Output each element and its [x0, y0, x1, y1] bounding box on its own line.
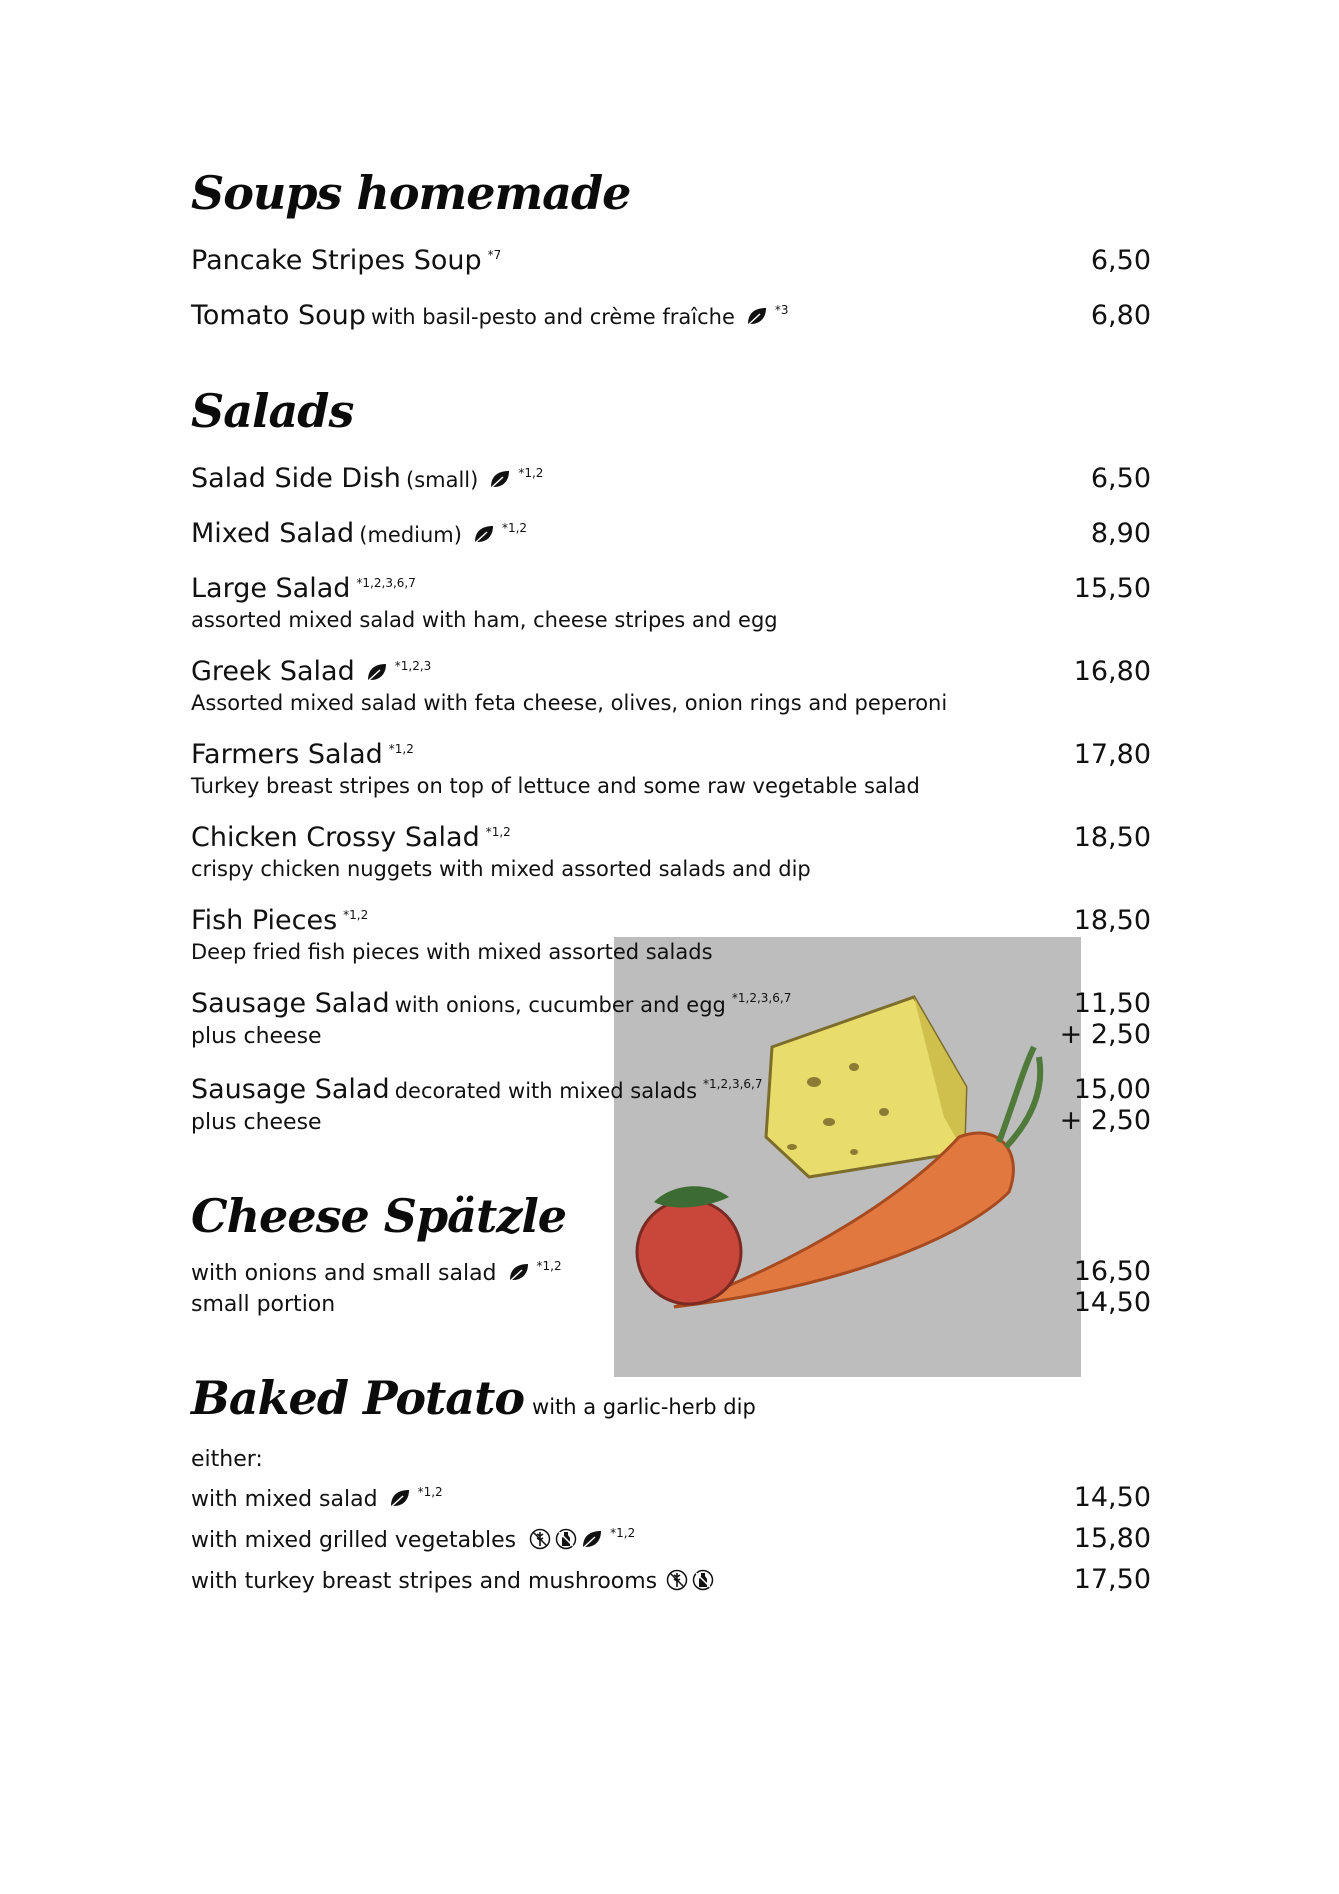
- section-title-potato: [191, 1370, 1151, 1435]
- allergen-codes: *1,2,3,6,7: [356, 576, 416, 590]
- item-price: 14,50: [1073, 1287, 1151, 1318]
- leaf-icon: [580, 1528, 604, 1550]
- allergen-codes: *1,2: [610, 1526, 636, 1540]
- menu-item: [191, 822, 1151, 881]
- item-name: Sausage Salad: [191, 988, 390, 1019]
- item-description: Deep fried fish pieces with mixed assorted salads: [191, 940, 713, 964]
- wheat-crossed-icon: [528, 1528, 552, 1550]
- menu-item: [191, 1482, 1151, 1513]
- item-name: Sausage Salad: [191, 1074, 390, 1105]
- menu-content: [191, 165, 1151, 1595]
- menu-item: [191, 573, 1151, 632]
- item-price: 17,80: [1073, 739, 1151, 770]
- leaf-icon: [745, 305, 769, 327]
- item-price: 18,50: [1073, 822, 1151, 853]
- item-name: Fish Pieces: [191, 905, 338, 936]
- allergen-codes: *1,2: [518, 466, 544, 480]
- allergen-codes: *1,2,3: [394, 659, 432, 673]
- allergen-codes: *1,2: [388, 742, 414, 756]
- item-description: Turkey breast stripes on top of lettuce and some raw vegetable salad: [191, 774, 920, 798]
- extra-price: + 2,50: [1059, 1019, 1151, 1050]
- item-price: 15,80: [1073, 1523, 1151, 1554]
- item-note: with basil-pesto and crème fraîche: [370, 305, 735, 329]
- menu-item: [191, 739, 1151, 798]
- leaf-icon: [507, 1261, 531, 1283]
- section-title-text: Baked Potato: [191, 1371, 525, 1425]
- allergen-codes: *1,2: [485, 825, 511, 839]
- item-name: Tomato Soup: [191, 300, 366, 331]
- menu-item: [191, 656, 1151, 715]
- wheat-crossed-icon: [665, 1569, 689, 1591]
- item-name: Pancake Stripes Soup: [191, 245, 482, 276]
- extra-price: + 2,50: [1059, 1105, 1151, 1136]
- item-note: with onions, cucumber and egg: [394, 993, 726, 1017]
- menu-item: [191, 463, 1151, 494]
- item-label: with turkey breast stripes and mushrooms: [191, 1569, 658, 1594]
- item-price: 16,50: [1073, 1256, 1151, 1287]
- allergen-codes: *1,2: [417, 1485, 443, 1499]
- leaf-icon: [472, 523, 496, 545]
- item-description: crispy chicken nuggets with mixed assorted salads and dip: [191, 857, 811, 881]
- extra-label: plus cheese: [191, 1024, 322, 1049]
- menu-item: [191, 1074, 1151, 1136]
- section-subtitle: with a garlic-herb dip: [532, 1395, 756, 1419]
- section-title-soups: Soups homemade: [191, 166, 631, 220]
- item-name: Mixed Salad: [191, 518, 355, 549]
- allergen-codes: *1,2: [343, 908, 369, 922]
- item-price: 18,50: [1073, 905, 1151, 936]
- menu-item: [191, 1523, 1151, 1554]
- menu-item: [191, 1256, 1151, 1287]
- section-title-salads: Salads: [191, 384, 354, 438]
- menu-item: [191, 905, 1151, 964]
- item-name: Greek Salad: [191, 656, 355, 687]
- item-description: assorted mixed salad with ham, cheese stripes and egg: [191, 608, 778, 632]
- allergen-codes: *3: [774, 303, 789, 317]
- extra-label: plus cheese: [191, 1110, 322, 1135]
- item-name: Salad Side Dish: [191, 463, 401, 494]
- leaf-icon: [365, 661, 389, 683]
- section-title-spaetzle: Cheese Spätzle: [191, 1189, 567, 1243]
- item-note: decorated with mixed salads: [394, 1079, 698, 1103]
- item-price: 15,00: [1073, 1074, 1151, 1105]
- allergen-codes: *1,2,3,6,7: [731, 991, 792, 1005]
- item-label: small portion: [191, 1292, 336, 1317]
- allergen-codes: *1,2: [501, 521, 528, 535]
- menu-item: [191, 300, 1151, 331]
- allergen-codes: *1,2,3,6,7: [703, 1077, 763, 1091]
- item-price: 17,50: [1073, 1564, 1151, 1595]
- item-name: Large Salad: [191, 573, 351, 604]
- item-label: with mixed salad: [191, 1487, 378, 1512]
- leaf-icon: [388, 1487, 412, 1509]
- allergen-codes: *1,2: [536, 1259, 562, 1273]
- menu-item: [191, 988, 1151, 1050]
- item-description: Assorted mixed salad with feta cheese, olives, onion rings and peperoni: [191, 691, 948, 715]
- item-name: Chicken Crossy Salad: [191, 822, 480, 853]
- item-price: 6,80: [1090, 300, 1151, 331]
- menu-item: [191, 518, 1151, 549]
- item-note: (small): [406, 468, 479, 492]
- either-label: either:: [191, 1447, 263, 1472]
- item-label: with onions and small salad: [191, 1261, 497, 1286]
- bottle-crossed-icon: [691, 1569, 715, 1591]
- item-price: 8,90: [1090, 518, 1151, 549]
- allergen-codes: *7: [487, 248, 502, 262]
- item-price: 6,50: [1090, 463, 1151, 494]
- menu-item: [191, 245, 1151, 276]
- item-price: 15,50: [1073, 573, 1151, 604]
- item-price: 14,50: [1073, 1482, 1151, 1513]
- item-label: with mixed grilled vegetables: [191, 1528, 517, 1553]
- item-price: 11,50: [1073, 988, 1151, 1019]
- menu-item: [191, 1564, 1151, 1595]
- bottle-crossed-icon: [554, 1528, 578, 1550]
- item-price: 16,80: [1073, 656, 1151, 687]
- leaf-icon: [488, 468, 512, 490]
- item-name: Farmers Salad: [191, 739, 383, 770]
- item-price: 6,50: [1090, 245, 1151, 276]
- menu-item: [191, 1287, 1151, 1318]
- item-note: (medium): [359, 523, 462, 547]
